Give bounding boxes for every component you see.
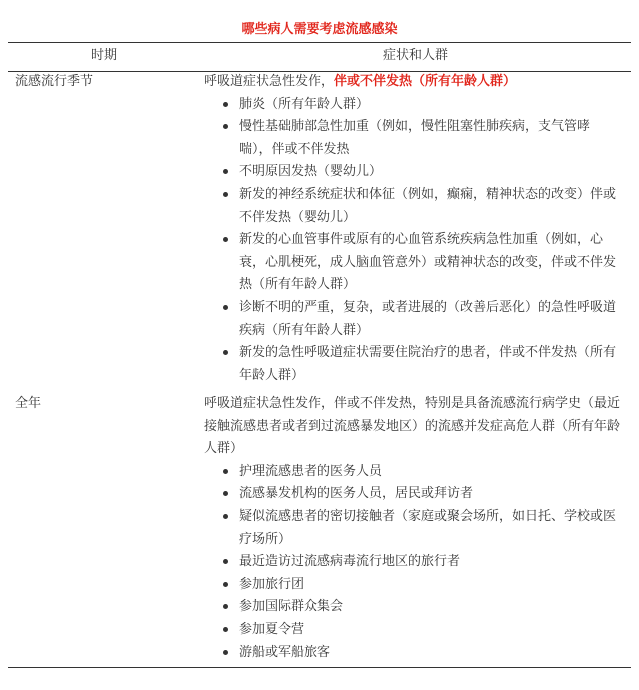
symptoms-cell-flu-season [204, 71, 622, 387]
list-item-text: 参加夏令营 [239, 621, 305, 637]
bullet-icon [223, 491, 228, 496]
bullet-icon [223, 124, 228, 129]
bullet-icon [223, 237, 228, 242]
bullet-icon [223, 469, 228, 474]
list-item-text: 流感暴发机构的医务人员，居民或拜访者 [239, 486, 474, 502]
list-item-text: 诊断不明的严重，复杂，或者进展的（改善后恶化）的急性呼吸道疾病（所有年龄人群） [239, 299, 617, 338]
list-item [204, 461, 622, 484]
symptoms-lead: 呼吸道症状急性发作，伴或不伴发热，特别是具备流感流行病学史（最近接触流感患者或者到过流感暴发地区）的流感并发症高危人群（所有年龄人群） [204, 396, 621, 457]
table-bottom-rule [8, 667, 631, 668]
symptoms-lead-text: 呼吸道症状急性发作， [204, 74, 335, 89]
list-item [204, 342, 622, 387]
list-item [204, 297, 622, 342]
bullet-icon [223, 604, 228, 609]
list-item-text: 慢性基础肺部急性加重（例如，慢性阻塞性肺疾病，支气管哮喘），伴或不伴发热 [239, 119, 591, 157]
list-item [204, 619, 622, 642]
list-item [204, 551, 622, 574]
list-item-text: 护理流感患者的医务人员 [239, 463, 383, 479]
list-item [204, 184, 622, 229]
list-item [204, 506, 622, 551]
list-item [204, 116, 622, 161]
list-item [204, 596, 622, 619]
list-item-text: 参加旅行团 [239, 576, 305, 592]
list-item-text: 最近造访过流感病毒流行地区的旅行者 [239, 554, 461, 570]
bullet-icon [223, 192, 228, 197]
bullet-icon [223, 627, 228, 632]
table-title: 哪些病人需要考虑流感感染 [241, 22, 398, 37]
period-cell-all-year: 全年 [15, 396, 42, 411]
list-item [204, 483, 622, 506]
list-item [204, 642, 622, 665]
table-top-rule [8, 42, 631, 43]
bullet-icon [223, 514, 228, 519]
symptom-list [204, 94, 622, 388]
list-item-text: 新发的急性呼吸道症状需要住院治疗的患者，伴或不伴发热（所有年龄人群） [239, 345, 617, 383]
list-item-text: 疑似流感患者的密切接触者（家庭或聚会场所，如日托、学校或医疗场所） [239, 508, 617, 547]
bullet-icon [223, 305, 228, 310]
list-item-text: 游船或军船旅客 [239, 644, 331, 660]
list-item-text: 新发的心血管事件或原有的心血管系统疾病急性加重（例如，心衰，心肌梗死，成人脑血管意外）或精神状态的改变，伴或不伴发热（所有年龄人群） [239, 232, 617, 293]
list-item [204, 161, 622, 184]
bullet-icon [223, 559, 228, 564]
list-item-text: 不明原因发热（婴幼儿） [239, 164, 383, 180]
bullet-icon [223, 582, 228, 587]
list-item-text: 肺炎（所有年龄人群） [239, 96, 370, 112]
header-symptoms: 症状和人群 [382, 48, 448, 63]
header-period: 时期 [90, 48, 117, 63]
list-item [204, 229, 622, 297]
symptoms-lead-highlight: 伴或不伴发热（所有年龄人群） [334, 74, 517, 89]
list-item-text: 参加国际群众集会 [239, 599, 344, 615]
bullet-icon [223, 102, 228, 107]
symptoms-cell-all-year [204, 393, 622, 664]
period-cell-flu-season: 流感流行季节 [15, 74, 94, 89]
list-item-text: 新发的神经系统症状和体征（例如，癫痫，精神状态的改变）伴或不伴发热（婴幼儿） [239, 186, 617, 225]
bullet-icon [223, 650, 228, 655]
list-item [204, 94, 622, 117]
bullet-icon [223, 350, 228, 355]
list-item [204, 574, 622, 597]
symptom-list [204, 461, 622, 664]
symptoms-lead [204, 71, 622, 94]
bullet-icon [223, 169, 228, 174]
